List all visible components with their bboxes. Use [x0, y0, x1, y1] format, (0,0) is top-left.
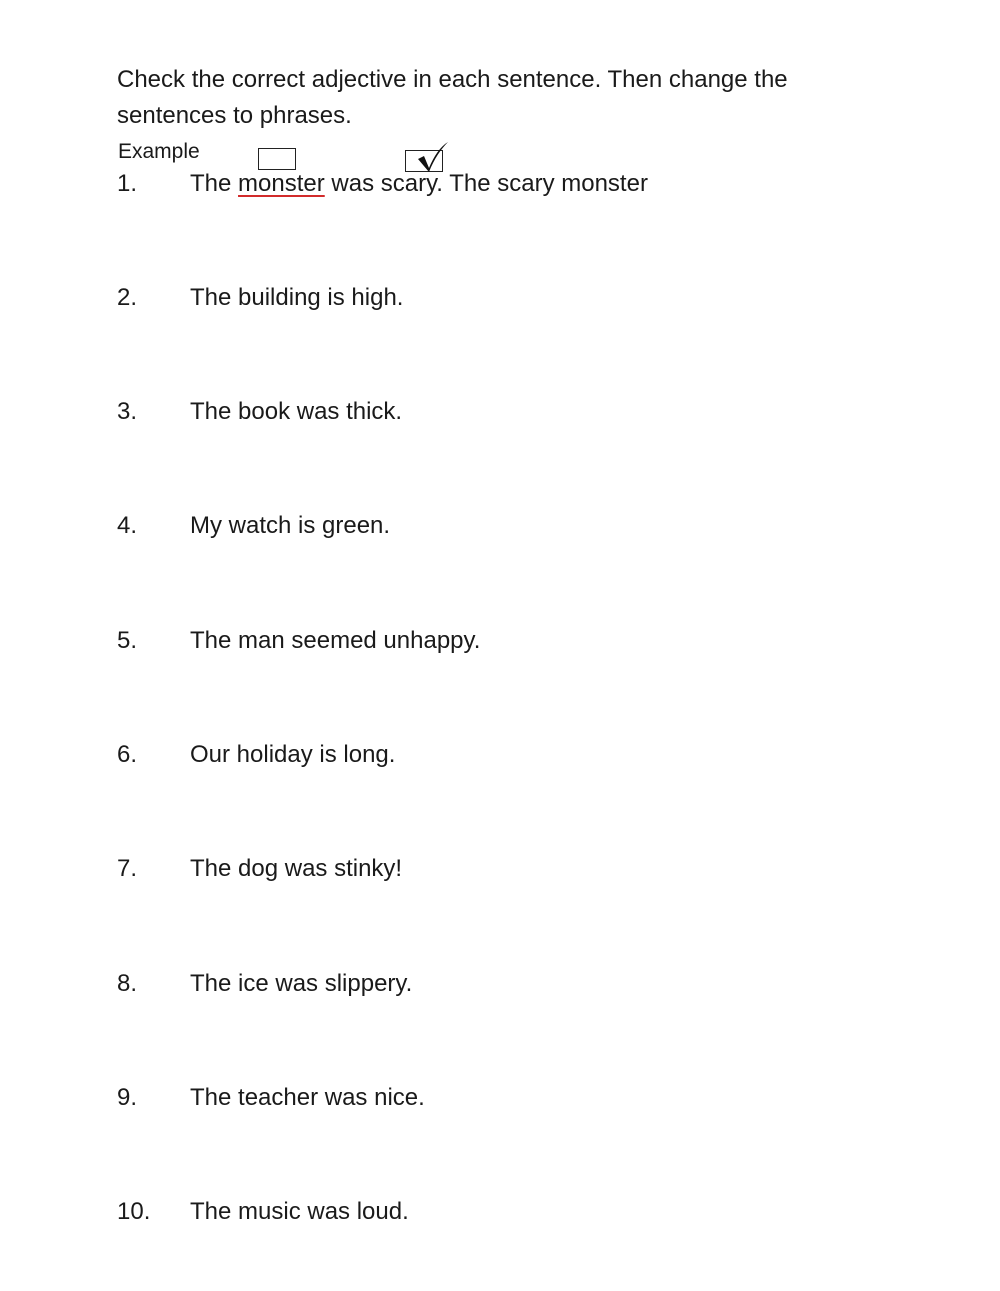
- item-sentence: The teacher was nice.: [190, 1084, 425, 1111]
- sentence-rest: was scary. The scary monster: [324, 170, 648, 197]
- sentence-start: The: [190, 170, 239, 197]
- list-item: [117, 284, 403, 312]
- example-sentence: [117, 170, 648, 198]
- list-item: [117, 512, 390, 540]
- list-item: [117, 398, 402, 426]
- item-number: 4.: [117, 512, 138, 539]
- item-number: 9.: [117, 1084, 138, 1111]
- item-sentence: Our holiday is long.: [190, 741, 396, 768]
- list-item: [117, 1198, 409, 1226]
- item-number: 3.: [117, 398, 138, 425]
- item-number: 5.: [117, 627, 138, 654]
- list-item: [117, 1084, 425, 1112]
- item-number: 2.: [117, 284, 138, 311]
- list-item: [117, 855, 402, 883]
- list-item: [117, 627, 480, 655]
- example-label: Example: [118, 140, 200, 163]
- item-number: 10.: [117, 1198, 151, 1225]
- list-item: [117, 970, 412, 998]
- item-sentence: The man seemed unhappy.: [190, 627, 481, 654]
- item-number: 8.: [117, 970, 138, 997]
- item-sentence: My watch is green.: [190, 512, 391, 539]
- item-number: 1.: [117, 170, 138, 197]
- item-number: 7.: [117, 855, 138, 882]
- underlined-noun: monster: [238, 170, 325, 197]
- item-number: 6.: [117, 741, 138, 768]
- item-sentence: The music was loud.: [190, 1198, 409, 1225]
- item-sentence: The dog was stinky!: [190, 855, 403, 882]
- item-sentence: The book was thick.: [190, 398, 403, 425]
- item-sentence: The building is high.: [190, 284, 404, 311]
- item-sentence: The ice was slippery.: [190, 970, 413, 997]
- instructions-text: Check the correct adjective in each sentence. Then change the sentences to phrases.: [117, 66, 788, 129]
- checkbox-empty-icon[interactable]: [258, 148, 296, 170]
- checkmark-icon: [415, 140, 451, 174]
- list-item: [117, 741, 395, 769]
